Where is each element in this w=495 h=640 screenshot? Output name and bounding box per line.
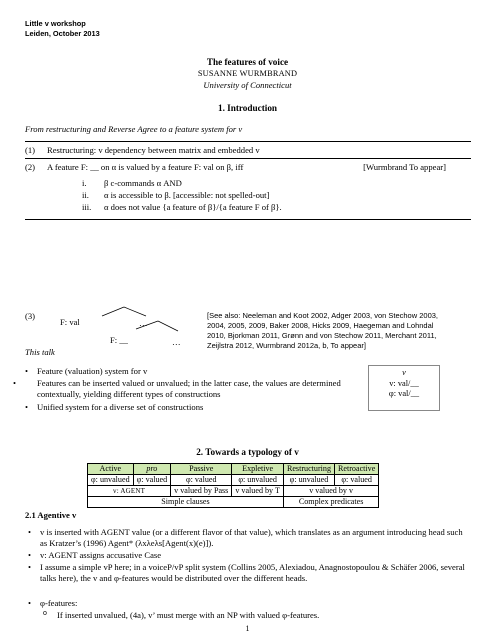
tree-branches	[60, 305, 190, 345]
see-also-references: [See also: Neeleman and Koot 2002, Adger 2003, von Stechow 2003, 2004, 2005, 2009, Baker 2008, Hicks 2009, Haegeman and Lohndal 2010, Bjorkman 2011, Grønn and von Stechow 2011, Merchant 2011, Zeijlstra 2012, Wurmbrand 2012a, b, To appear]	[207, 311, 438, 350]
page-number: 1	[245, 624, 250, 633]
table-row-clause-type	[88, 497, 379, 508]
running-header	[25, 19, 100, 38]
bullet-unified-system: • Unified system for a diverse set of constructions	[25, 402, 204, 412]
bullet-accusative: • v: AGENT assigns accusative Case	[28, 550, 162, 560]
example-3-tree	[25, 226, 205, 286]
table-cell: φ: unvalued	[283, 475, 334, 486]
table-cell: v valued by Pass	[171, 486, 232, 497]
paper-title: The features of voice	[206, 57, 289, 67]
tree-dots-upper: …	[139, 318, 148, 328]
section-heading-introduction: 1. Introduction	[217, 103, 278, 113]
table-cell: Complex predicates	[283, 497, 378, 508]
header-place-date: Leiden, October 2013	[25, 28, 100, 38]
table-cell: v valued by v	[283, 486, 378, 497]
table-header-row	[88, 464, 379, 475]
rule-bottom	[25, 219, 471, 220]
condition-ii: ii. α is accessible to β. [accessible: not spelled-out]	[82, 190, 270, 200]
bullet-agent-value: • v is inserted with AGENT value (or a different flavor of that value), which translates as an argument introducing head such as Kratzer’s (1996) Agent* (λxλeλs[Agent(x)(e)]).	[28, 527, 463, 548]
this-talk-label: This talk	[25, 347, 55, 357]
subbullet-unvalued: o If inserted unvalued, (4a), v’ must merge with an NP with valued φ-features.	[43, 610, 320, 620]
table-row-phi	[88, 475, 379, 486]
table-row-v	[88, 486, 379, 497]
table-cell: φ: unvalued	[88, 475, 134, 486]
bullet-phi-features: • φ-features:	[28, 598, 78, 608]
tree-feature-valued: F: val	[60, 317, 80, 327]
col-passive: Passive	[171, 464, 232, 475]
tree-dots-lower: …	[172, 337, 181, 347]
col-retroactive: Retroactive	[335, 464, 379, 475]
bullet-inserted-valued: • Features can be inserted valued or unvalued; in the latter case, the values are determined contextually, yielding different types of constructions	[13, 378, 341, 399]
table-cell: φ: valued	[335, 475, 379, 486]
subsection-heading-agentive: 2.1 Agentive v	[25, 510, 77, 520]
example-1-text: Restructuring: v dependency between matrix and embedded v	[47, 145, 260, 155]
rule-top	[25, 141, 471, 142]
example-2-number: (2)	[25, 162, 36, 172]
example-2-reference: [Wurmbrand To appear]	[363, 162, 446, 172]
table-cell: φ: valued	[171, 475, 232, 486]
affiliation: University of Connecticut	[203, 80, 292, 90]
typology-table	[87, 463, 379, 508]
table-cell: v valued by T	[232, 486, 284, 497]
condition-iii: iii. α does not value {a feature of β}/{a feature F of β}.	[82, 202, 282, 212]
col-expletive: Expletive	[232, 464, 284, 475]
bullet-feature-system: • Feature (valuation) system for v	[25, 366, 148, 376]
col-restructuring: Restructuring	[283, 464, 334, 475]
header-workshop: Little v workshop	[25, 19, 86, 28]
example-3-number: (3)	[25, 311, 36, 321]
rule-middle	[25, 158, 471, 159]
table-cell: φ: unvalued	[232, 475, 284, 486]
tree-feature-unvalued: F: __	[110, 335, 128, 345]
bullet-simple-vp: • I assume a simple vP here; in a voiceP/vP split system (Collins 2005, Alexiadou, Anagnostopoulou & Schäfer 2006, several talks here), the v and φ-features would be distributed over the different heads.	[28, 562, 465, 583]
example-1	[25, 145, 471, 156]
v-feature-box	[368, 365, 440, 411]
table-cell: Simple clauses	[88, 497, 284, 508]
lead-sentence: From restructuring and Reverse Agree to a feature system for v	[25, 124, 243, 134]
example-2-conditions	[0, 178, 495, 214]
example-1-number: (1)	[25, 145, 36, 155]
table-cell: φ: valued	[133, 475, 171, 486]
vbox-phi-feature: φ: val/__	[388, 389, 420, 398]
col-pro: pro	[133, 464, 171, 475]
condition-i: i. β c-commands α AND	[82, 178, 182, 188]
vbox-v-feature: v: val/__	[389, 378, 419, 388]
example-2-text: A feature F: __ on α is valued by a feature F: val on β, iff	[47, 162, 244, 172]
vbox-head: v	[402, 368, 406, 377]
section-heading-typology: 2. Towards a typology of v	[196, 447, 299, 457]
col-active: Active	[88, 464, 134, 475]
example-2	[25, 162, 471, 173]
table-cell: v: AGENT	[88, 486, 171, 497]
author-name: SUSANNE WURMBRAND	[197, 69, 298, 78]
